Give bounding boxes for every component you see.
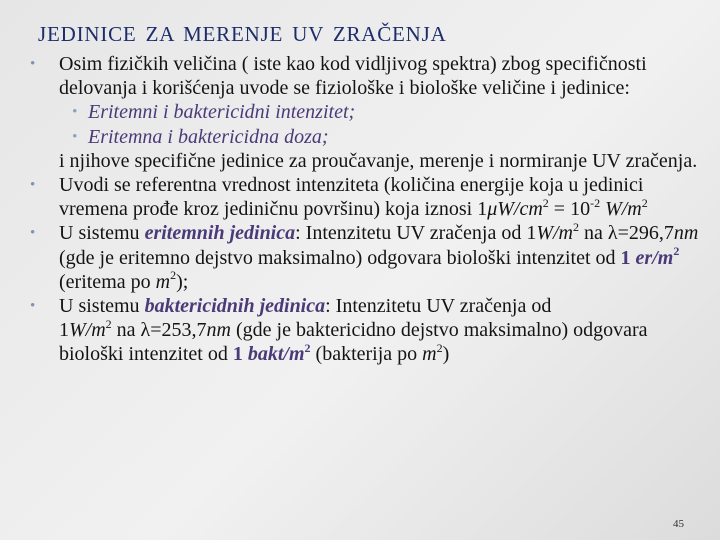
bullet-1 xyxy=(28,52,714,100)
sub-bullet-marker-icon: • xyxy=(72,128,78,145)
sub-bullet-marker-icon: • xyxy=(72,104,78,121)
bullet-marker-icon: • xyxy=(30,177,36,194)
page-number: 45 xyxy=(673,518,684,530)
sub-bullet-2-text: Eritemna i baktericidna doza; xyxy=(88,125,329,148)
reference-value: $1\mu W/cm^2 = 10^{-2}$ $W/m^2$ xyxy=(477,195,648,221)
bactericidal-units-term: baktericidnih jedinica xyxy=(144,295,326,318)
bullet-3: • U sistemu eritemnih jedinica: Intenzitetu UV zračenja od $1W/m^2$ na λ=296,7nm (gde je eritemno dejstvo maksimalno) odgovara biološki intenzitet od 1 $er/m^2$ (eritema po $m^2$); xyxy=(30,219,699,293)
slide-title: JEDINICE ZA MERENJE UV ZRAČENJA xyxy=(38,22,447,46)
erythema-units-term: eritemnih jedinica xyxy=(144,222,296,245)
bullet-marker-icon: • xyxy=(30,225,36,242)
slide-content xyxy=(28,52,714,367)
bullet-4: • U sistemu baktericidnih jedinica: Intenzitetu UV zračenja od $1W/m^2$ na λ=253,7nm (gde je baktericidno dejstvo maksimalno) odgovara biološki intenzitet od 1 bakt/$m^2$ (bakterija po $m^2$) xyxy=(30,295,648,366)
bullet-marker-icon: • xyxy=(30,298,36,315)
sub-bullet-2 xyxy=(28,125,714,149)
bullet-1-text: Osim fizičkih veličina ( iste kao kod vidljivog spektra) zbog specifičnosti delovanja i korišćenja uvode se fiziološke i biološke veličine i jedinice: xyxy=(59,53,647,100)
bullet-marker-icon: • xyxy=(30,56,36,72)
sub-bullet-1 xyxy=(28,100,714,124)
bullet-2-text: Uvodi se referentna vrednost intenziteta (količina energije koja u jedinici vremena prođe kroz jediničnu površinu) koja iznosi xyxy=(59,174,644,221)
bullet-2 xyxy=(28,173,714,221)
bullet-1-continuation: i njihove specifične jedinice za proučavanje, merenje i normiranje UV zračenja. xyxy=(59,149,698,172)
sub-bullet-1-text: Eritemni i baktericidni intenzitet; xyxy=(88,101,356,124)
